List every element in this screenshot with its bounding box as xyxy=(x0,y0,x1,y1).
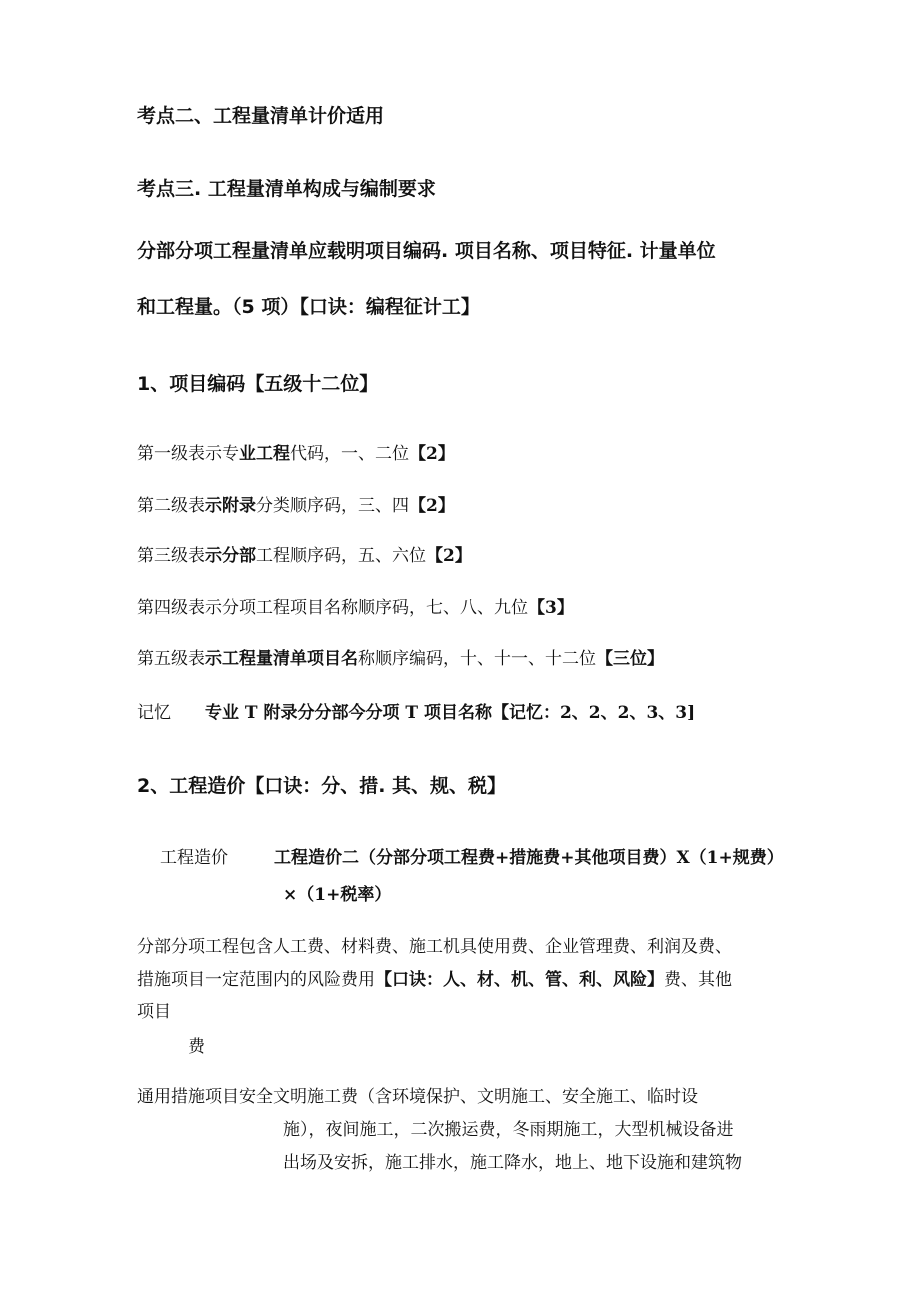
memory-label: 记忆 xyxy=(137,703,171,723)
subitem-line-2 xyxy=(137,970,732,990)
level2-text-a: 第二级表 xyxy=(137,496,205,516)
subitem-line-3: 项目 xyxy=(137,1002,171,1022)
level5-text-c: 称顺序编码，十、十一、十二位 xyxy=(358,649,596,669)
section1-title: 1、项目编码【五级十二位】 xyxy=(137,373,379,395)
level3-text-a: 第三级表 xyxy=(137,546,205,566)
level5-line xyxy=(137,649,664,669)
subitem-line-4: 费 xyxy=(188,1037,205,1057)
level3-text-b: 示分部 xyxy=(205,546,256,566)
section2-title: 2、工程造价【口诀：分、措. 其、规、税】 xyxy=(137,775,507,797)
level2-text-b: 示附录 xyxy=(205,496,256,516)
k2-title: 考点二、工程量清单计价适用 xyxy=(137,105,385,127)
measures-line-3: 出场及安拆，施工排水，施工降水，地上、地下设施和建筑物 xyxy=(283,1153,742,1173)
level5-text-a: 第五级表 xyxy=(137,649,205,669)
level1-text-c: 代码，一、二位 xyxy=(290,444,409,464)
level2-count: 【2】 xyxy=(409,496,455,516)
subitem-text-c: 费、其他 xyxy=(664,970,732,990)
cost-formula-line-1: 工程造价二（分部分项工程费+措施费+其他项目费）X（1+规费） xyxy=(274,848,784,868)
level2-text-c: 分类顺序码，三、四 xyxy=(256,496,409,516)
level4-line xyxy=(137,598,574,618)
level1-text-a: 第一级表示专 xyxy=(137,444,239,464)
level2-line xyxy=(137,496,455,516)
level1-line xyxy=(137,444,455,464)
level3-line xyxy=(137,546,472,566)
k3-title: 考点三. 工程量清单构成与编制要求 xyxy=(137,178,436,200)
cost-label: 工程造价 xyxy=(160,848,228,868)
level1-text-b: 业工程 xyxy=(239,444,290,464)
level4-count: 【3】 xyxy=(528,598,574,618)
level4-text-a: 第四级表示分项工程项目名称顺序码，七、八、九位 xyxy=(137,598,528,618)
measures-line-1: 通用措施项目安全文明施工费（含环境保护、文明施工、安全施工、临时设 xyxy=(137,1087,698,1107)
memory-text: 专业 T 附录分分部今分项 T 项目名称【记忆：2、2、2、3、3] xyxy=(205,703,696,723)
subitem-text-a: 措施项目一定范围内的风险费用 xyxy=(137,970,375,990)
level5-count: 【三位】 xyxy=(596,649,664,669)
intro-line-2: 和工程量。（5 项）【口诀：编程征计工】 xyxy=(137,296,480,318)
subitem-mnemonic: 【口诀：人、材、机、管、利、风险】 xyxy=(375,970,664,990)
level1-count: 【2】 xyxy=(409,444,455,464)
level3-count: 【2】 xyxy=(426,546,472,566)
measures-line-2: 施），夜间施工，二次搬运费，冬雨期施工，大型机械设备进 xyxy=(283,1120,734,1140)
subitem-line-1: 分部分项工程包含人工费、材料费、施工机具使用费、企业管理费、利润及费、 xyxy=(137,937,732,957)
cost-formula-line-2: ×（1+税率） xyxy=(283,885,392,905)
level5-text-b: 示工程量清单项目名 xyxy=(205,649,358,669)
level3-text-c: 工程顺序码，五、六位 xyxy=(256,546,426,566)
intro-line-1: 分部分项工程量清单应载明项目编码. 项目名称、项目特征. 计量单位 xyxy=(137,240,716,262)
